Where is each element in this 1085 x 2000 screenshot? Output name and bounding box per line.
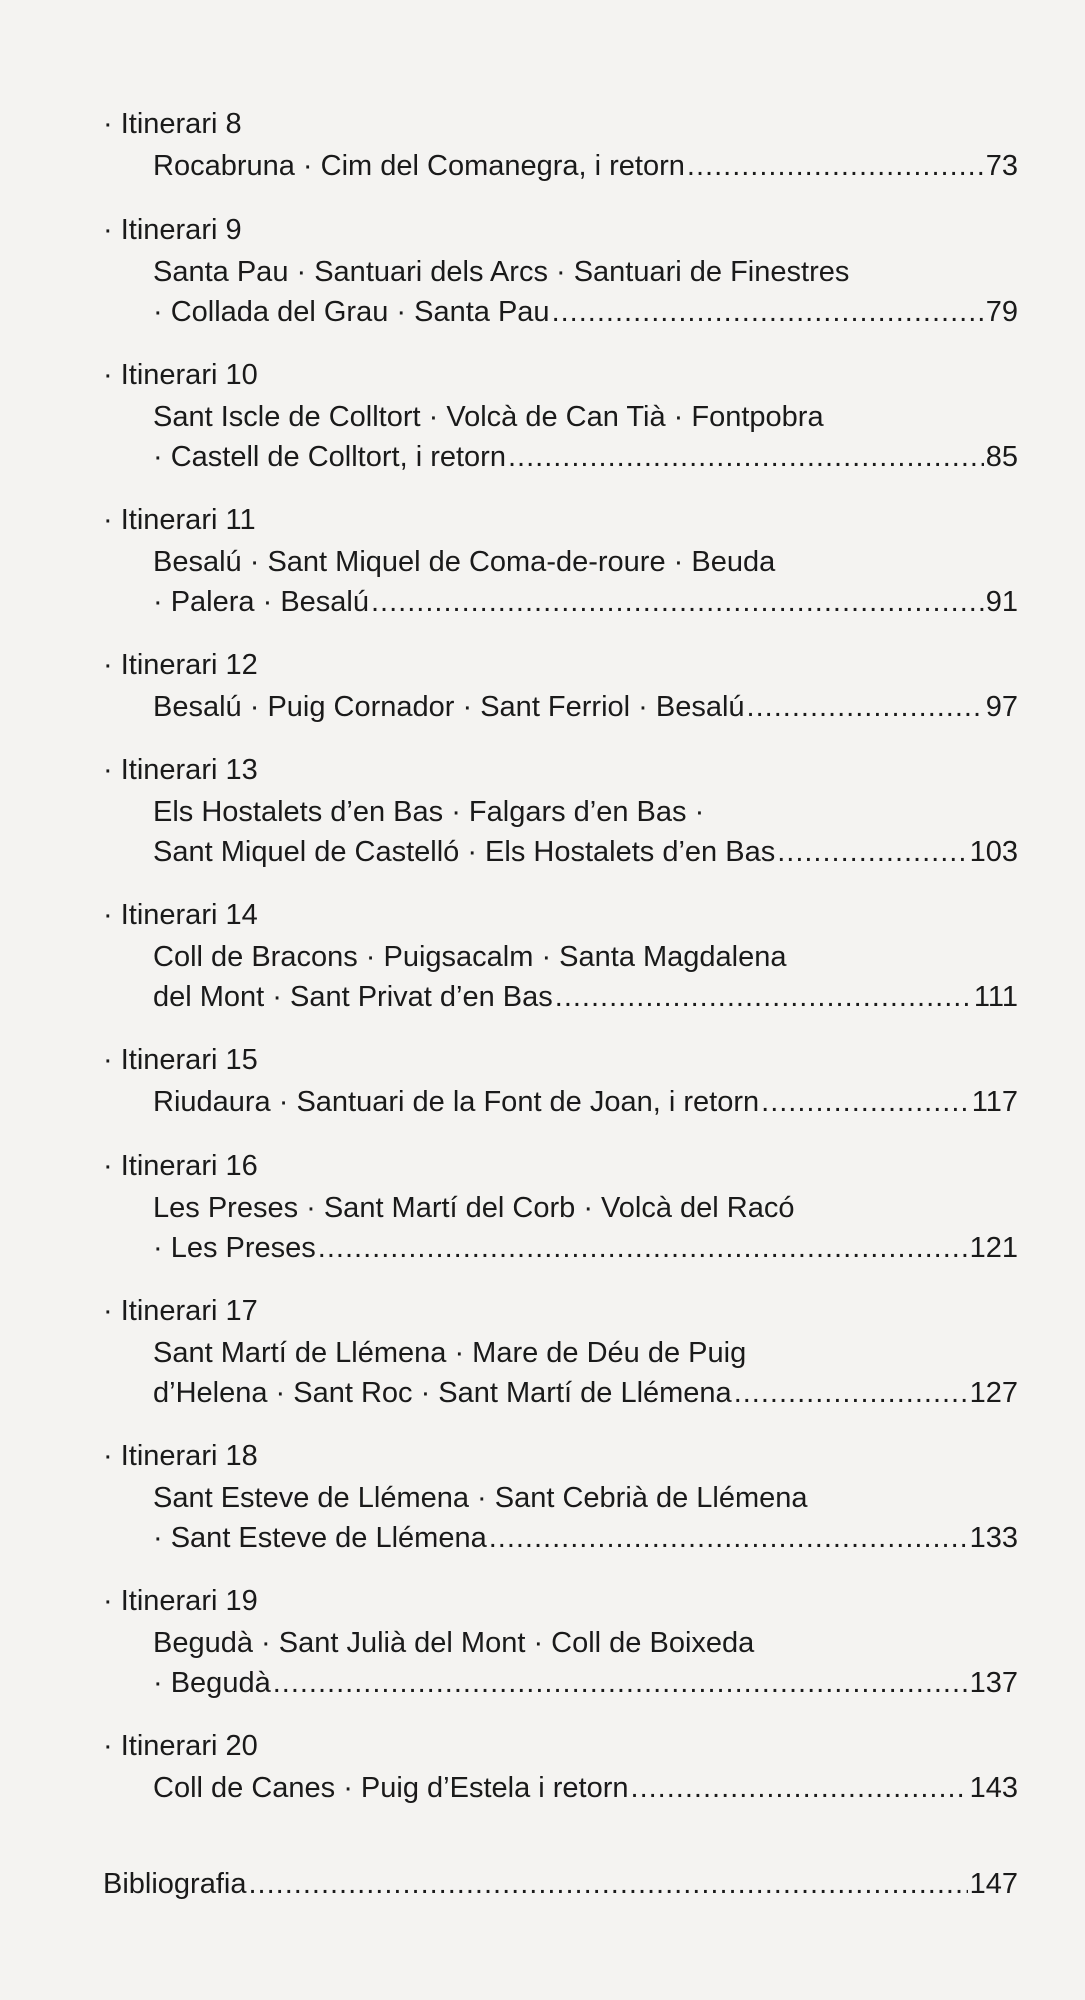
page-number: 127	[969, 1377, 1018, 1409]
page-number: 97	[985, 691, 1018, 723]
entry-title-line: Sant Martí de Llémena · Mare de Déu de Puig	[153, 1337, 747, 1369]
entry-title: d’Helena · Sant Roc · Sant Martí de Llémena	[153, 1377, 732, 1409]
dot-leader	[318, 1228, 968, 1268]
toc-entry	[103, 355, 1018, 500]
dot-leader	[508, 437, 984, 477]
page-number: 133	[969, 1522, 1018, 1554]
entry-heading: · Itinerari 8	[103, 108, 242, 140]
toc-entry	[103, 1040, 1018, 1146]
entry-title: · Begudà	[153, 1667, 271, 1699]
entry-heading: · Itinerari 12	[103, 649, 258, 681]
entry-title-line	[103, 687, 1018, 727]
entry-title-line	[103, 437, 1018, 477]
entry-title-line	[103, 977, 1018, 1017]
bibliography-entry	[103, 1864, 1018, 1904]
entry-title-line	[103, 1082, 1018, 1122]
toc-entry	[103, 1726, 1018, 1832]
entry-title-line	[103, 1663, 1018, 1703]
entry-heading: · Itinerari 20	[103, 1730, 258, 1762]
entry-title-line	[103, 582, 1018, 622]
page-number: 103	[969, 836, 1018, 868]
toc-entry	[103, 1146, 1018, 1291]
entry-heading: · Itinerari 17	[103, 1295, 258, 1327]
entry-title: Coll de Canes · Puig d’Estela i retorn	[153, 1772, 629, 1804]
dot-leader	[489, 1518, 968, 1558]
dot-leader	[761, 1082, 970, 1122]
dot-leader	[747, 687, 984, 727]
entry-title-line	[103, 1228, 1018, 1268]
toc-entry	[103, 1581, 1018, 1726]
entry-title: · Castell de Colltort, i retorn	[153, 441, 506, 473]
entry-heading: · Itinerari 19	[103, 1585, 258, 1617]
dot-leader	[555, 977, 972, 1017]
entry-title-line	[103, 1373, 1018, 1413]
bibliography-label: Bibliografia	[103, 1868, 247, 1900]
page-number: 111	[973, 981, 1018, 1013]
page-number: 121	[969, 1232, 1018, 1264]
page-number: 117	[971, 1086, 1018, 1118]
toc-entry	[103, 1291, 1018, 1436]
entry-heading: · Itinerari 9	[103, 214, 242, 246]
entry-title-line: Sant Iscle de Colltort · Volcà de Can Tià · Fontpobra	[153, 401, 824, 433]
entry-heading: · Itinerari 10	[103, 359, 258, 391]
entry-title-line	[103, 1768, 1018, 1808]
toc-entry	[103, 750, 1018, 895]
entry-title: del Mont · Sant Privat d’en Bas	[153, 981, 553, 1013]
entry-title: Besalú · Puig Cornador · Sant Ferriol · Besalú	[153, 691, 745, 723]
entry-heading: · Itinerari 11	[103, 504, 256, 536]
entry-title-line: Besalú · Sant Miquel de Coma-de-roure · Beuda	[153, 546, 776, 578]
entry-heading: · Itinerari 15	[103, 1044, 258, 1076]
entry-title: · Sant Esteve de Llémena	[153, 1522, 487, 1554]
entry-title-line: Els Hostalets d’en Bas · Falgars d’en Bas ·	[153, 796, 705, 828]
toc-entry	[103, 645, 1018, 750]
entry-heading: · Itinerari 13	[103, 754, 258, 786]
page-number: 137	[969, 1667, 1018, 1699]
entry-title-line	[103, 832, 1018, 872]
dot-leader	[552, 292, 984, 332]
toc-entry	[103, 104, 1018, 210]
page-number: 79	[985, 296, 1018, 328]
page-number: 147	[969, 1868, 1018, 1900]
toc-entry	[103, 1436, 1018, 1581]
entry-title-line	[103, 1518, 1018, 1558]
entry-title-line: Santa Pau · Santuari dels Arcs · Santuari de Finestres	[153, 256, 850, 288]
dot-leader	[777, 832, 967, 872]
page-number: 85	[985, 441, 1018, 473]
entry-title: Sant Miquel de Castelló · Els Hostalets d’en Bas	[153, 836, 776, 868]
entry-heading: · Itinerari 14	[103, 899, 258, 931]
page-number: 91	[985, 586, 1018, 618]
entry-title: Riudaura · Santuari de la Font de Joan, i retorn	[153, 1086, 760, 1118]
dot-leader	[687, 146, 984, 186]
entry-title-line	[103, 146, 1018, 186]
entry-title-line: Begudà · Sant Julià del Mont · Coll de Boixeda	[153, 1627, 755, 1659]
entry-title: · Collada del Grau · Santa Pau	[153, 296, 550, 328]
entry-title-line: Coll de Bracons · Puigsacalm · Santa Magdalena	[153, 941, 787, 973]
entry-heading: · Itinerari 16	[103, 1150, 258, 1182]
bibliography-line	[103, 1864, 1018, 1904]
table-of-contents	[103, 104, 1018, 1832]
dot-leader	[734, 1373, 968, 1413]
entry-heading: · Itinerari 18	[103, 1440, 258, 1472]
entry-title: · Palera · Besalú	[153, 586, 369, 618]
page-number: 73	[985, 150, 1018, 182]
dot-leader	[631, 1768, 968, 1808]
entry-title-line	[103, 292, 1018, 332]
toc-entry	[103, 500, 1018, 645]
dot-leader	[248, 1864, 967, 1904]
toc-entry	[103, 210, 1018, 355]
dot-leader	[371, 582, 984, 622]
entry-title: Rocabruna · Cim del Comanegra, i retorn	[153, 150, 685, 182]
toc-entry	[103, 895, 1018, 1040]
dot-leader	[273, 1663, 968, 1703]
entry-title-line: Les Preses · Sant Martí del Corb · Volcà del Racó	[153, 1192, 795, 1224]
page-number: 143	[969, 1772, 1018, 1804]
entry-title-line: Sant Esteve de Llémena · Sant Cebrià de Llémena	[153, 1482, 808, 1514]
entry-title: · Les Preses	[153, 1232, 316, 1264]
